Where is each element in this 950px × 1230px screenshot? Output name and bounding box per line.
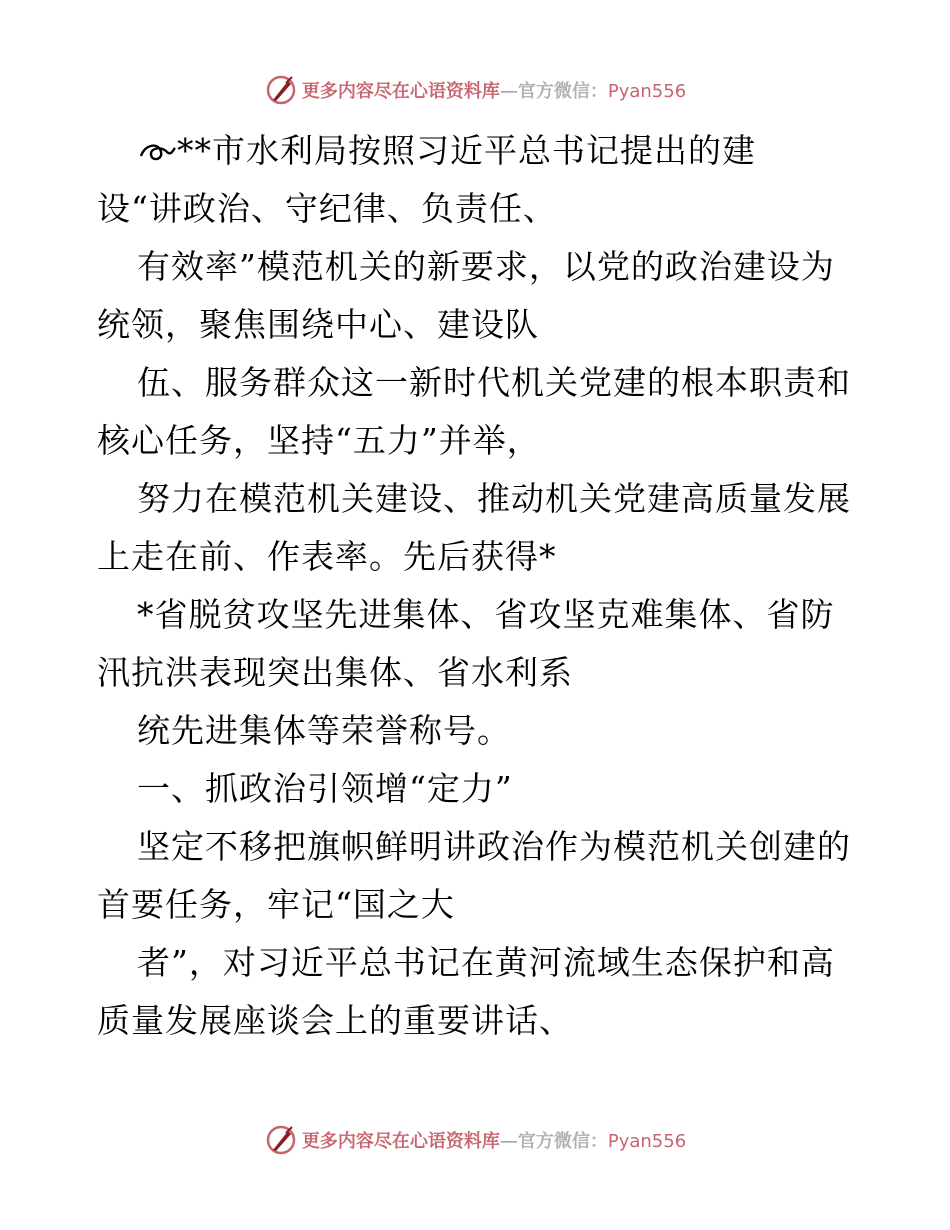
header-text <box>302 77 686 103</box>
body-line-6: 核心任务，坚持“五力”并举， <box>97 421 541 460</box>
body-line-5: 伍、服务群众这一新时代机关党建的根本职责和 <box>137 363 851 402</box>
body-line-2: 设“讲政治、守纪律、负责任、 <box>97 189 557 228</box>
quill-pen-logo-icon <box>264 1123 298 1157</box>
header-banner <box>0 70 950 110</box>
quill-pen-logo-icon <box>264 73 298 107</box>
header-site-name: 更多内容尽在心语资料库 <box>301 81 500 102</box>
footer-wechat-label: 官方微信： <box>517 1131 608 1152</box>
footer-banner <box>0 1120 950 1160</box>
body-line-8: 上走在前、作表率。先后获得* <box>97 537 557 576</box>
body-line-12: 一、抓政治引领增“定力” <box>137 769 513 808</box>
body-line-7: 努力在模范机关建设、推动机关党建高质量发展 <box>137 479 851 518</box>
footer-site-name: 更多内容尽在心语资料库 <box>301 1131 500 1152</box>
swirl-flourish-icon <box>137 136 177 166</box>
header-wechat-label: 官方微信： <box>517 81 608 102</box>
document-body <box>97 122 857 1050</box>
body-line-14: 首要任务，牢记“国之大 <box>97 885 455 924</box>
body-line-13: 坚定不移把旗帜鲜明讲政治作为模范机关创建的 <box>137 827 851 866</box>
body-line-4: 统领，聚焦围绕中心、建设队 <box>97 305 539 344</box>
body-line-10: 汛抗洪表现突出集体、省水利系 <box>97 653 573 692</box>
body-line-15: 者”，对习近平总书记在黄河流域生态保护和高 <box>137 943 835 982</box>
footer-dash: — <box>499 1131 518 1152</box>
body-line-11: 统先进集体等荣誉称号。 <box>137 711 511 750</box>
body-line-1 <box>97 122 857 180</box>
body-line-9: *省脱贫攻坚先进集体、省攻坚克难集体、省防 <box>137 595 835 634</box>
body-line-3: 有效率”模范机关的新要求，以党的政治建设为 <box>137 247 835 286</box>
footer-wechat-id: Pyan556 <box>607 1131 687 1152</box>
body-line-16: 质量发展座谈会上的重要讲话、 <box>97 1001 573 1040</box>
footer-text <box>302 1127 686 1153</box>
header-wechat-id: Pyan556 <box>607 81 687 102</box>
body-line-text: **市水利局按照习近平总书记提出的建 <box>177 131 756 170</box>
header-dash: — <box>499 81 518 102</box>
